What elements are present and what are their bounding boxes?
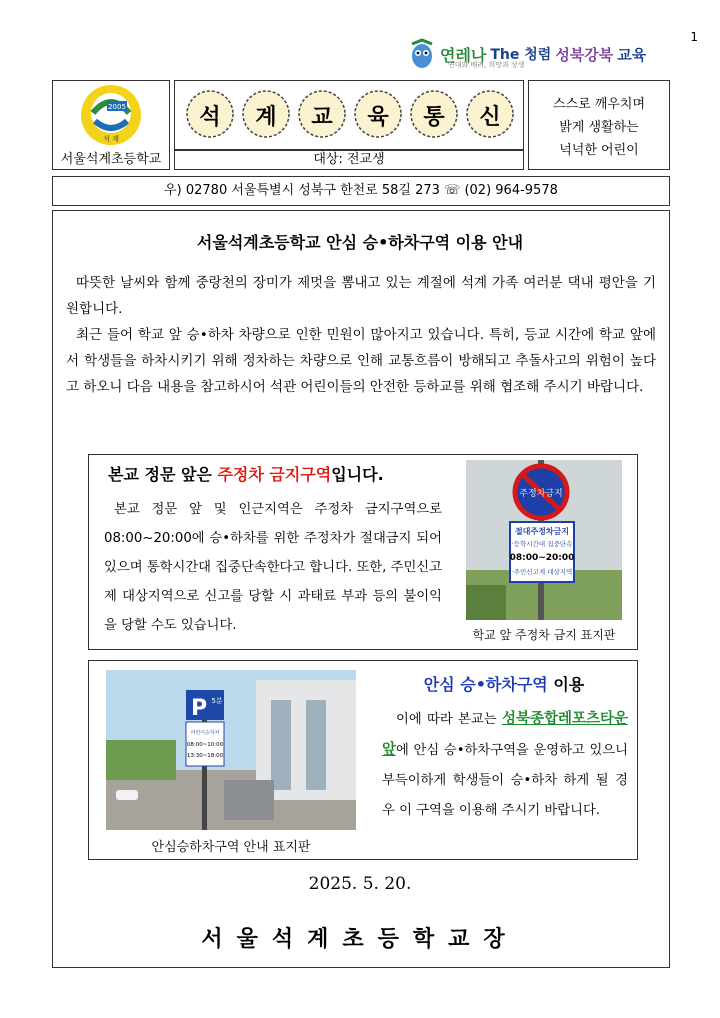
p-sign-line-3: 13:30~18:00 <box>186 753 224 759</box>
p-sign-line-1: 어린이승하차 <box>190 730 220 736</box>
page-number: 1 <box>690 30 698 44</box>
emblem-text: 석 계 <box>103 135 119 143</box>
motto-line: 밝게 생활하는 <box>559 119 639 135</box>
school-emblem-icon <box>79 83 143 147</box>
no-parking-title: 본교 정문 앞은 주정차 금지구역입니다. <box>108 465 384 484</box>
target-audience: 대상: 전교생 <box>174 150 524 170</box>
title-syllable: 교 <box>297 87 347 141</box>
sign-line-4: ·주민신고제 대상지역 <box>511 568 573 576</box>
brand-subtitle: 연대와 배려, 희망과 상생 <box>448 61 525 69</box>
school-address: 우) 02780 서울특별시 성북구 한천로 58길 273 ☏ (02) 964-9578 <box>52 176 670 206</box>
title-syllable: 계 <box>241 87 291 141</box>
newsletter-title <box>174 80 524 150</box>
title-syllable: 육 <box>353 87 403 141</box>
education-office-brand <box>408 36 678 72</box>
motto-line: 넉넉한 어린이 <box>559 142 639 158</box>
safe-dropoff-title: 안심 승•하차구역 이용 <box>423 675 585 694</box>
notice-headline: 서울석계초등학교 안심 승•하차구역 이용 안내 <box>196 233 524 252</box>
mascot-icon <box>408 38 436 70</box>
no-parking-body: 본교 정문 앞 및 인근지역은 주정차 금지구역으로 08:00~20:00에 승•하차를 위한 주정차가 절대금지 되어 있으며 통학시간대 집중단속한다고 합니다. 또한, 주민신고제 대상지역으로 신고를 당할 시 과태료 부과 등의 불이익을 당할 수도 있습니다. <box>104 502 442 633</box>
motto-line: 스스로 깨우치며 <box>552 96 646 112</box>
school-logo-box <box>52 80 170 170</box>
no-parking-sign-photo <box>466 460 622 620</box>
dropoff-location: 성북종합레포츠타운 앞 <box>382 711 628 758</box>
safe-dropoff-body: 이에 따라 본교는 성북종합레포츠타운 앞에 안심 승•하차구역을 운영하고 있으니 부득이하게 학생들이 승•하차 하게 될 경우 이 구역을 이용해 주시기 바랍니다. <box>382 711 628 818</box>
sign-line-3: 08:00~20:00 <box>509 553 575 563</box>
title-syllable: 통 <box>409 87 459 141</box>
school-motto <box>528 80 670 170</box>
sign-round-text: 주정차금지 <box>519 489 563 499</box>
intro-paragraph-2: 최근 들어 학교 앞 승•하차 차량으로 인한 민원이 많아지고 있습니다. 특히, 등교 시간에 학교 앞에서 학생들을 하차시키기 위해 정차하는 차량으로 인해 교통흐름이 방해되고 추돌사고의 위험이 높다고 하오니 다음 내용을 참고하시어 석관 어린이들의 안전한 등하교를 위해 협조해 주시기 바랍니다. <box>66 327 656 395</box>
p-sign-line-2: 08:00~10:00 <box>186 742 224 748</box>
p-sign-sub: 5분 <box>211 697 223 705</box>
no-parking-photo-caption: 학교 앞 주정차 금지 표지판 <box>472 628 616 642</box>
safe-dropoff-sign-photo <box>106 670 356 830</box>
safe-dropoff-highlight: 안심 승•하차구역 <box>423 675 548 694</box>
sign-line-1: 절대주정차금지 <box>514 527 570 536</box>
no-parking-highlight: 주정차 금지구역 <box>217 465 332 484</box>
emblem-year: 2005 <box>108 103 126 111</box>
safe-dropoff-photo-caption: 안심승하차구역 안내 표지판 <box>151 840 311 855</box>
brand-part-2: The 청렴 <box>490 47 552 63</box>
brand-part-4: 교육 <box>617 45 647 64</box>
notice-date: 2025. 5. 20. <box>308 874 412 894</box>
intro-paragraph-1: 따뜻한 날씨와 함께 중랑천의 장미가 제멋을 뽐내고 있는 계절에 석계 가족 여러분 댁내 평안을 기원합니다. <box>66 275 656 317</box>
title-syllable: 신 <box>465 87 515 141</box>
brand-part-3: 성북강북 <box>555 45 614 64</box>
p-sign-letter: P <box>190 696 208 721</box>
title-syllable: 석 <box>185 87 235 141</box>
school-name: 서울석계초등학교 <box>60 152 162 167</box>
notice-signer: 서울석계초등학교장 <box>201 926 519 952</box>
brand-part-1: 연레나 <box>440 45 487 65</box>
sign-line-2: ·등학시간대 집중단속 <box>511 540 573 548</box>
